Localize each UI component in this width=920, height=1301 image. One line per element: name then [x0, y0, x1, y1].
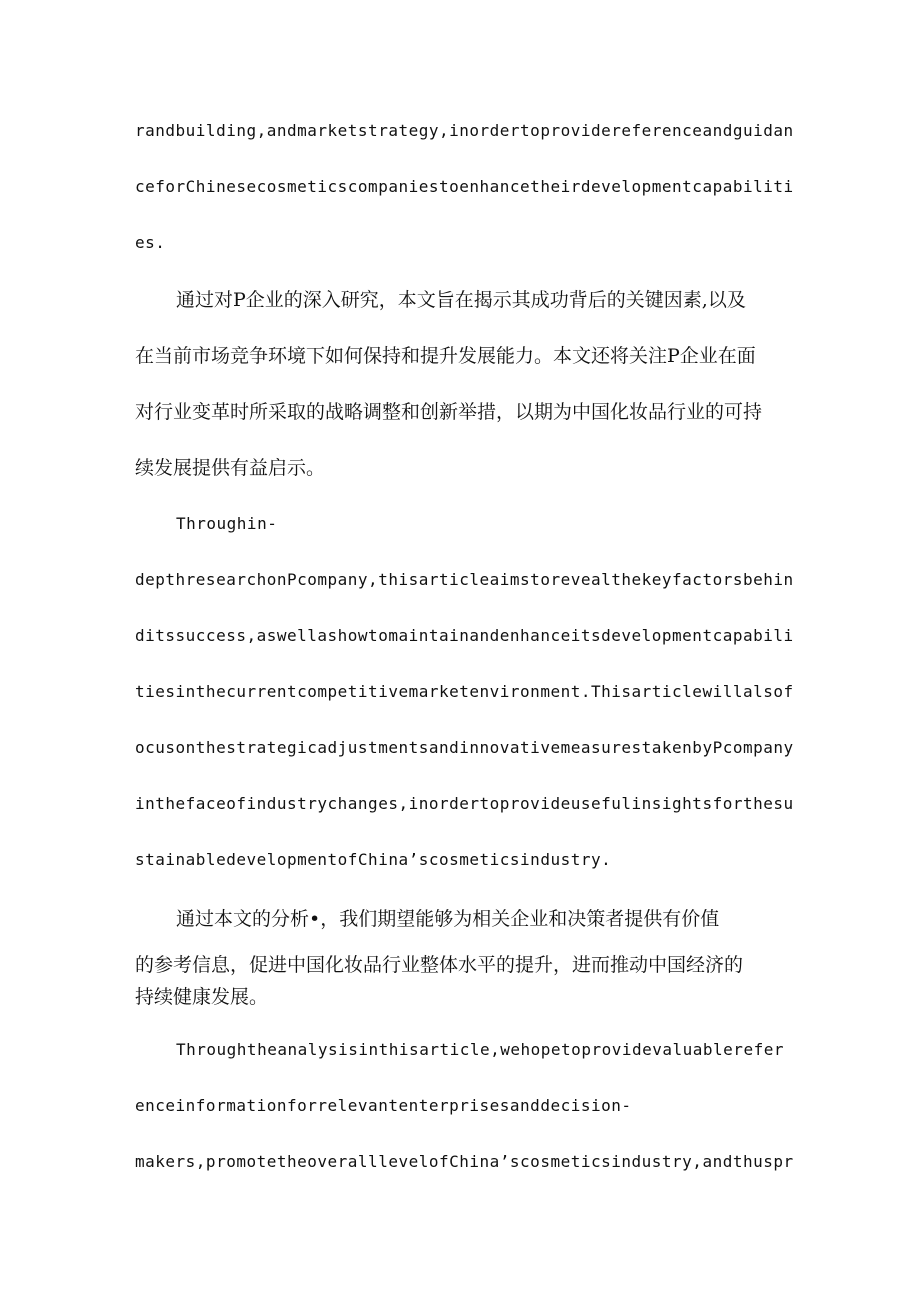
text-line: depthresearchonPcompany,thisarticleaimstorevealthekeyfactorsbehin	[135, 570, 794, 589]
text-line: es.	[135, 233, 166, 252]
text-line: randbuilding,andmarketstrategy,inordertoprovidereferenceandguidan	[135, 121, 794, 140]
text-line: makers,promotetheoveralllevelofChina’scosmeticsindustry,andthuspr	[135, 1152, 794, 1171]
text-line: 持续健康发展。	[135, 986, 269, 1008]
text-line: ditssuccess,aswellashowtomaintainandenhanceitsdevelopmentcapabili	[135, 626, 794, 645]
text-line: ceforChinesecosmeticscompaniestoenhancetheirdevelopmentcapabiliti	[135, 177, 794, 196]
text-line: 续发展提供有益启示。	[135, 457, 326, 479]
text-line: 通过对P企业的深入研究，本文旨在揭示其成功背后的关键因素,以及	[176, 289, 746, 311]
text-line: ocusonthestrategicadjustmentsandinnovativemeasurestakenbyPcompany	[135, 738, 794, 757]
text-line: enceinformationforrelevantenterprisesanddecision-	[135, 1096, 632, 1115]
text-line: 在当前市场竞争环境下如何保持和提升发展能力。本文还将关注P企业在面	[135, 345, 756, 367]
text-line: Throughtheanalysisinthisarticle,wehopetoprovidevaluablerefer	[176, 1040, 784, 1059]
text-line: stainabledevelopmentofChina’scosmeticsindustry.	[135, 850, 612, 869]
text-line: 通过本文的分析•，我们期望能够为相关企业和决策者提供有价值	[176, 908, 720, 930]
text-line: 对行业变革时所采取的战略调整和创新举措，以期为中国化妆品行业的可持	[135, 401, 763, 423]
text-line: 的参考信息，促进中国化妆品行业整体水平的提升，进而推动中国经济的	[135, 954, 744, 976]
text-line: tiesinthecurrentcompetitivemarketenvironment.Thisarticlewillalsof	[135, 682, 794, 701]
text-line: Throughin-	[176, 514, 278, 533]
text-line: inthefaceofindustrychanges,inordertoprovideusefulinsightsforthesu	[135, 794, 794, 813]
